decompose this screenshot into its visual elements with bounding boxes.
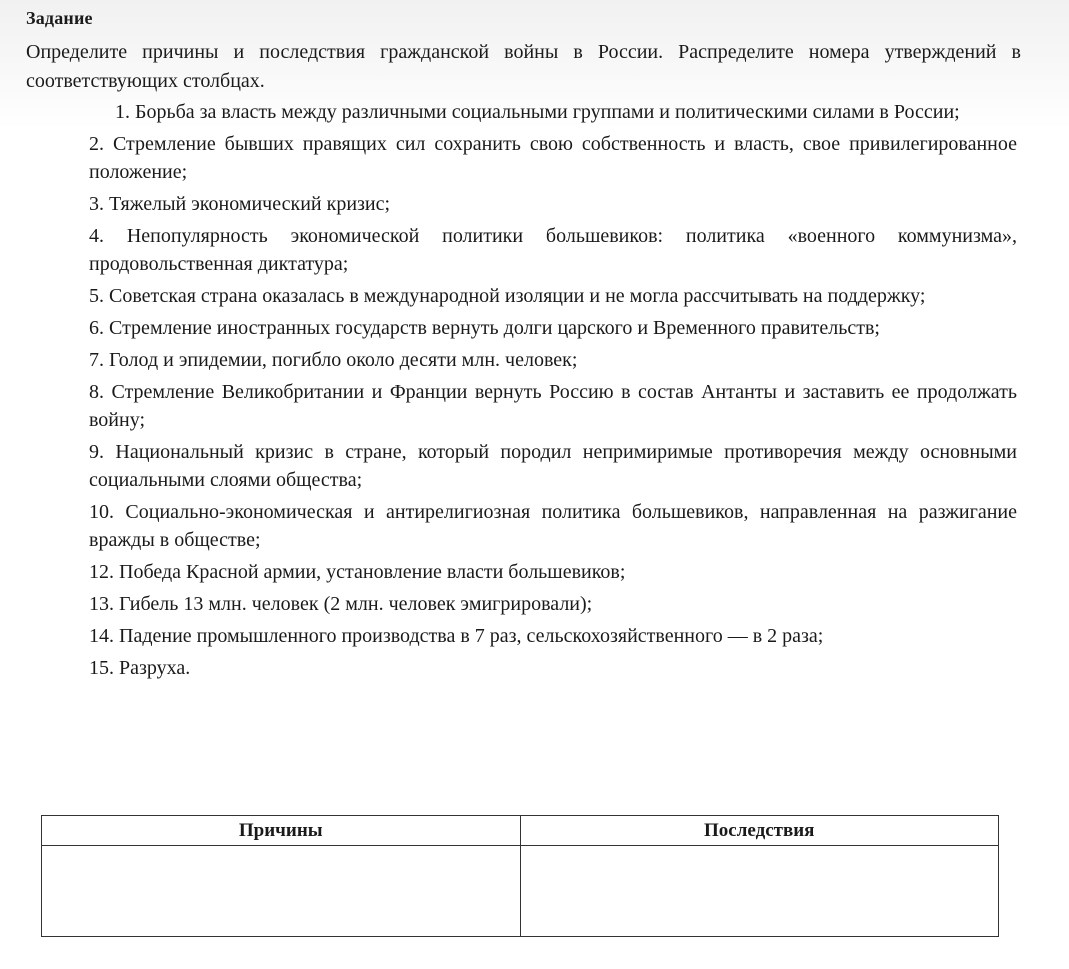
- statement-item-4: 4. Непопулярность экономической политики большевиков: политика «военного коммунизма», продовольственная диктатура;: [89, 225, 1017, 275]
- statement-item-1: 1. Борьба за власть между различными социальными группами и политическими силами в России;: [115, 101, 960, 123]
- statement-item-2: 2. Стремление бывших правящих сил сохранить свою собственность и власть, свое привилегированное положение;: [89, 133, 1017, 183]
- causes-answer-cell[interactable]: [42, 846, 521, 937]
- statement-item-15: 15. Разруха.: [89, 657, 191, 679]
- statement-item-7: 7. Голод и эпидемии, погибло около десяти млн. человек;: [89, 349, 578, 371]
- statement-item-5: 5. Советская страна оказалась в международной изоляции и не могла рассчитывать на поддержку;: [89, 285, 926, 307]
- answer-table-row: [42, 846, 999, 937]
- answer-table-header-row: [42, 816, 999, 846]
- causes-column-header: Причины: [42, 816, 521, 846]
- statement-item-13: 13. Гибель 13 млн. человек (2 млн. человек эмигрировали);: [89, 593, 593, 615]
- statement-item-6: 6. Стремление иностранных государств вернуть долги царского и Временного правительств;: [89, 317, 880, 339]
- statement-item-14: 14. Падение промышленного производства в 7 раз, сельскохозяйственного — в 2 раза;: [89, 625, 824, 647]
- statement-item-12: 12. Победа Красной армии, установление власти большевиков;: [89, 561, 626, 583]
- answer-table: [41, 815, 999, 937]
- statement-item-8: 8. Стремление Великобритании и Франции вернуть Россию в состав Антанты и заставить ее продолжать войну;: [89, 381, 1017, 431]
- consequences-answer-cell[interactable]: [520, 846, 999, 937]
- consequences-column-header: Последствия: [520, 816, 999, 846]
- statement-item-10: 10. Социально-экономическая и антирелигиозная политика большевиков, направленная на разжигание вражды в обществе;: [89, 501, 1017, 551]
- task-heading: Задание: [26, 8, 93, 28]
- statement-item-3: 3. Тяжелый экономический кризис;: [89, 193, 391, 215]
- statement-item-9: 9. Национальный кризис в стране, который породил непримиримые противоречия между основными социальными слоями общества;: [89, 441, 1017, 491]
- statement-list: [89, 98, 1017, 686]
- task-instructions: Определите причины и последствия гражданской войны в России. Распределите номера утверждений в соответствующих столбцах.: [26, 41, 1021, 92]
